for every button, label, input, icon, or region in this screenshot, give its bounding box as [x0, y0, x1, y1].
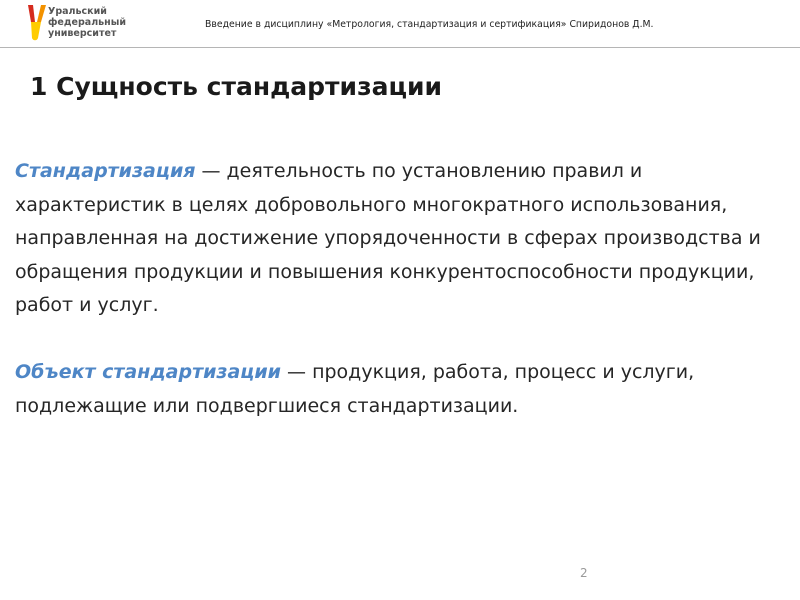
slide-header [0, 0, 800, 48]
header-divider [0, 47, 800, 48]
logo-line-3: университет [48, 28, 117, 39]
logo-wordmark [48, 6, 126, 39]
definition-standardization-object-text: — продукция, работа, процесс и услуги, подлежащие или подвергшиеся стандартизации. [15, 360, 695, 417]
term-standardization: Стандартизация [15, 160, 196, 182]
urfu-logo [26, 4, 136, 44]
urfu-emblem-icon [26, 4, 48, 42]
slide-title: 1 Сущность стандартизации [30, 72, 443, 101]
slide-body [15, 155, 795, 423]
definition-standardization-text: — деятельность по установлению правил и характеристик в целях добровольного многократного использования, направленная на достижение упорядоченности в сферах производства и обращения продукции и повышения конкурентоспособности продукции, работ и услуг. [15, 160, 761, 317]
definition-standardization [15, 155, 795, 323]
definition-standardization-object [15, 356, 795, 423]
page-number: 2 [580, 566, 588, 580]
term-standardization-object: Объект стандартизации [15, 360, 281, 383]
logo-line-2: федеральный [48, 17, 126, 28]
course-title: Введение в дисциплину «Метрология, стандартизация и сертификация» Спиридонов Д.М. [205, 19, 654, 30]
logo-line-1: Уральский [48, 6, 107, 17]
